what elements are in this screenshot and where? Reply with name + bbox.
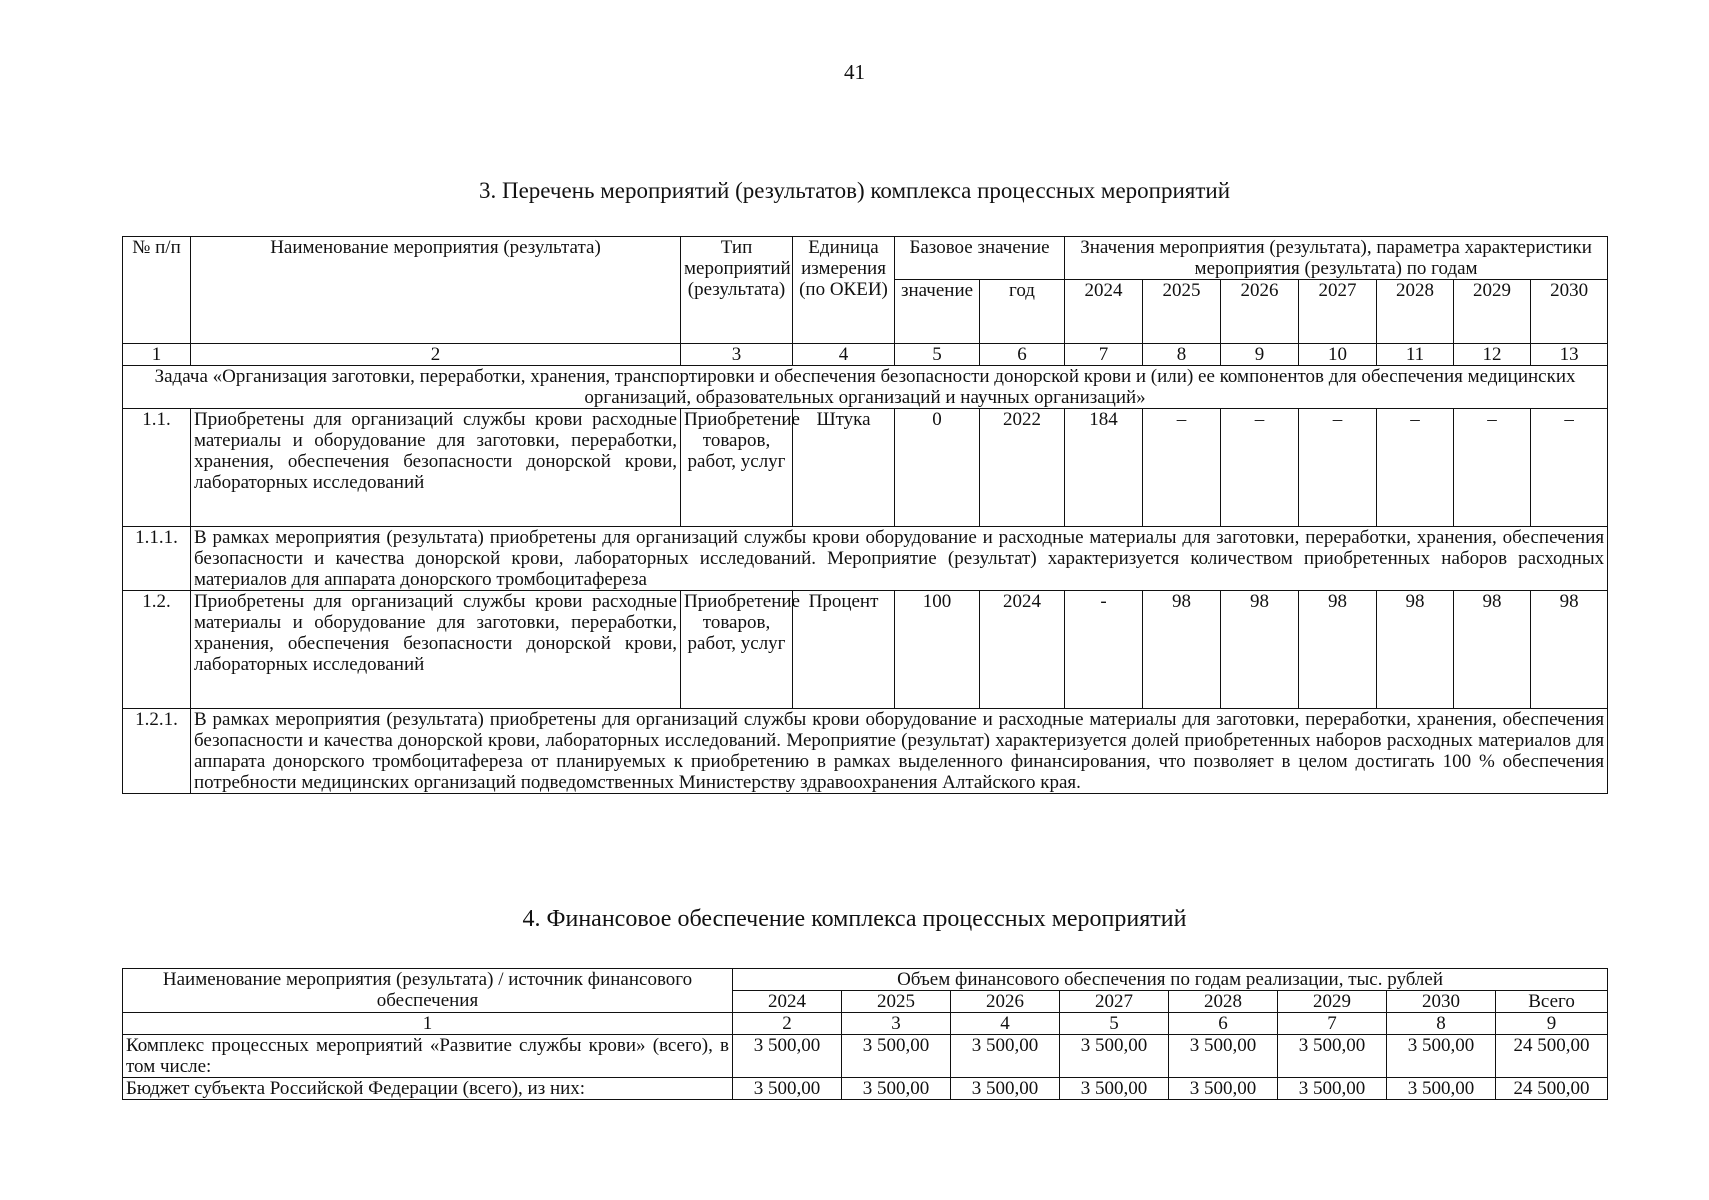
page-number: 41 bbox=[844, 60, 865, 84]
year-value: - bbox=[1065, 591, 1143, 709]
fin-value: 3 500,00 bbox=[1060, 1078, 1169, 1100]
header-base: Базовое значение bbox=[895, 237, 1065, 280]
fin-value: 3 500,00 bbox=[951, 1035, 1060, 1078]
year-value: 98 bbox=[1531, 591, 1608, 709]
header-year: 2027 bbox=[1299, 280, 1377, 344]
year-value: 98 bbox=[1454, 591, 1531, 709]
column-number: 7 bbox=[1065, 344, 1143, 366]
activity-note-row bbox=[123, 709, 1608, 794]
activity-number: 1.2. bbox=[123, 591, 191, 709]
year-value: – bbox=[1143, 409, 1221, 527]
note-text: В рамках мероприятия (результата) приобретены для организаций службы крови оборудование и расходные материалы для заготовки, переработки, хранения, обеспечения безопасности и качества донорской крови, лабораторных исследований. Мероприятие (результат) характеризуется долей приобретенных наборов расходных материалов для аппарата донорского тромбоцитафереза от планируемых к приобретению в рамках выделенного финансирования, что позволяет в целом достигать 100 % обеспечения потребности медицинских организаций подведомственных Министерству здравоохранения Алтайского края. bbox=[191, 709, 1608, 794]
activities-table bbox=[122, 236, 1608, 794]
column-number: 2 bbox=[191, 344, 681, 366]
column-number: 1 bbox=[123, 1013, 733, 1035]
header-year: 2026 bbox=[1221, 280, 1299, 344]
activity-unit: Процент bbox=[793, 591, 895, 709]
fin-value: 3 500,00 bbox=[1060, 1035, 1169, 1078]
fin-row bbox=[123, 1078, 1608, 1100]
fin-value: 3 500,00 bbox=[1387, 1035, 1496, 1078]
fin-header-total: Всего bbox=[1496, 991, 1608, 1013]
fin-header-year: 2029 bbox=[1278, 991, 1387, 1013]
column-numbers-row bbox=[123, 344, 1608, 366]
financing-table bbox=[122, 968, 1608, 1100]
fin-value: 3 500,00 bbox=[733, 1078, 842, 1100]
fin-value: 3 500,00 bbox=[1169, 1078, 1278, 1100]
fin-total: 24 500,00 bbox=[1496, 1035, 1608, 1078]
note-number: 1.1.1. bbox=[123, 527, 191, 591]
fin-value: 3 500,00 bbox=[842, 1035, 951, 1078]
note-text: В рамках мероприятия (результата) приобретены для организаций службы крови оборудование и расходные материалы для заготовки, переработки, хранения, обеспечения безопасности и качества донорской крови, лабораторных исследований. Мероприятие (результат) характеризуется количеством приобретенных наборов расходных материалов для аппарата донорского тромбоцитафереза bbox=[191, 527, 1608, 591]
column-number: 1 bbox=[123, 344, 191, 366]
year-value: 98 bbox=[1299, 591, 1377, 709]
header-base-year: год bbox=[980, 280, 1065, 344]
fin-header-year: 2025 bbox=[842, 991, 951, 1013]
fin-row bbox=[123, 1035, 1608, 1078]
column-number: 6 bbox=[1169, 1013, 1278, 1035]
activity-name: Приобретены для организаций службы крови расходные материалы и оборудование для заготовки, переработки, хранения, обеспечения безопасности донорской крови, лабораторных исследований bbox=[191, 591, 681, 709]
header-year: 2029 bbox=[1454, 280, 1531, 344]
column-number: 3 bbox=[842, 1013, 951, 1035]
activity-row bbox=[123, 591, 1608, 709]
base-value: 0 bbox=[895, 409, 980, 527]
activity-type: Приобретение товаров, работ, услуг bbox=[681, 409, 793, 527]
base-value: 100 bbox=[895, 591, 980, 709]
header-year: 2028 bbox=[1377, 280, 1454, 344]
column-number: 11 bbox=[1377, 344, 1454, 366]
year-value: 98 bbox=[1221, 591, 1299, 709]
fin-header-year: 2026 bbox=[951, 991, 1060, 1013]
header-year: 2025 bbox=[1143, 280, 1221, 344]
task-text: Задача «Организация заготовки, переработки, хранения, транспортировки и обеспечения безопасности донорской крови и (или) ее компонентов для обеспечения медицинских организаций, образовательных организаций и научных организаций» bbox=[123, 366, 1608, 409]
column-number: 12 bbox=[1454, 344, 1531, 366]
fin-total: 24 500,00 bbox=[1496, 1078, 1608, 1100]
fin-value: 3 500,00 bbox=[1278, 1078, 1387, 1100]
fin-header-name: Наименование мероприятия (результата) / источник финансового обеспечения bbox=[123, 969, 733, 1013]
column-number: 2 bbox=[733, 1013, 842, 1035]
fin-row-name: Бюджет субъекта Российской Федерации (всего), из них: bbox=[123, 1078, 733, 1100]
fin-header-year: 2027 bbox=[1060, 991, 1169, 1013]
column-number: 4 bbox=[793, 344, 895, 366]
header-year: 2030 bbox=[1531, 280, 1608, 344]
fin-header-row-1 bbox=[123, 969, 1608, 991]
fin-column-numbers-row bbox=[123, 1013, 1608, 1035]
fin-value: 3 500,00 bbox=[1387, 1078, 1496, 1100]
base-year: 2022 bbox=[980, 409, 1065, 527]
column-number: 5 bbox=[895, 344, 980, 366]
section-3-title: 3. Перечень мероприятий (результатов) комплекса процессных мероприятий bbox=[478, 178, 1231, 203]
fin-row-name: Комплекс процессных мероприятий «Развитие службы крови» (всего), в том числе: bbox=[123, 1035, 733, 1078]
header-values: Значения мероприятия (результата), параметра характеристики мероприятия (результата) по годам bbox=[1065, 237, 1608, 280]
fin-value: 3 500,00 bbox=[842, 1078, 951, 1100]
fin-header-year: 2024 bbox=[733, 991, 842, 1013]
year-value: – bbox=[1299, 409, 1377, 527]
fin-value: 3 500,00 bbox=[951, 1078, 1060, 1100]
header-num: № п/п bbox=[123, 237, 191, 344]
activity-row bbox=[123, 409, 1608, 527]
activity-note-row bbox=[123, 527, 1608, 591]
fin-value: 3 500,00 bbox=[733, 1035, 842, 1078]
activity-type: Приобретение товаров, работ, услуг bbox=[681, 591, 793, 709]
column-number: 7 bbox=[1278, 1013, 1387, 1035]
column-number: 5 bbox=[1060, 1013, 1169, 1035]
column-number: 6 bbox=[980, 344, 1065, 366]
column-number: 10 bbox=[1299, 344, 1377, 366]
header-type: Тип мероприятий (результата) bbox=[681, 237, 793, 344]
column-number: 9 bbox=[1496, 1013, 1608, 1035]
header-row-1 bbox=[123, 237, 1608, 280]
column-number: 13 bbox=[1531, 344, 1608, 366]
fin-header-year: 2030 bbox=[1387, 991, 1496, 1013]
note-number: 1.2.1. bbox=[123, 709, 191, 794]
fin-value: 3 500,00 bbox=[1278, 1035, 1387, 1078]
header-base-value: значение bbox=[895, 280, 980, 344]
activity-name: Приобретены для организаций службы крови расходные материалы и оборудование для заготовки, переработки, хранения, обеспечения безопасности донорской крови, лабораторных исследований bbox=[191, 409, 681, 527]
column-number: 8 bbox=[1387, 1013, 1496, 1035]
section-4-title: 4. Финансовое обеспечение комплекса процессных мероприятий bbox=[522, 906, 1187, 932]
year-value: – bbox=[1454, 409, 1531, 527]
column-number: 4 bbox=[951, 1013, 1060, 1035]
year-value: 184 bbox=[1065, 409, 1143, 527]
activity-unit: Штука bbox=[793, 409, 895, 527]
header-year: 2024 bbox=[1065, 280, 1143, 344]
year-value: 98 bbox=[1377, 591, 1454, 709]
column-number: 8 bbox=[1143, 344, 1221, 366]
column-number: 3 bbox=[681, 344, 793, 366]
year-value: 98 bbox=[1143, 591, 1221, 709]
year-value: – bbox=[1531, 409, 1608, 527]
header-unit: Единица измерения (по ОКЕИ) bbox=[793, 237, 895, 344]
base-year: 2024 bbox=[980, 591, 1065, 709]
activity-number: 1.1. bbox=[123, 409, 191, 527]
fin-header-year: 2028 bbox=[1169, 991, 1278, 1013]
year-value: – bbox=[1377, 409, 1454, 527]
column-number: 9 bbox=[1221, 344, 1299, 366]
fin-value: 3 500,00 bbox=[1169, 1035, 1278, 1078]
year-value: – bbox=[1221, 409, 1299, 527]
header-name: Наименование мероприятия (результата) bbox=[191, 237, 681, 344]
task-row bbox=[123, 366, 1608, 409]
fin-header-volume: Объем финансового обеспечения по годам реализации, тыс. рублей bbox=[733, 969, 1608, 991]
